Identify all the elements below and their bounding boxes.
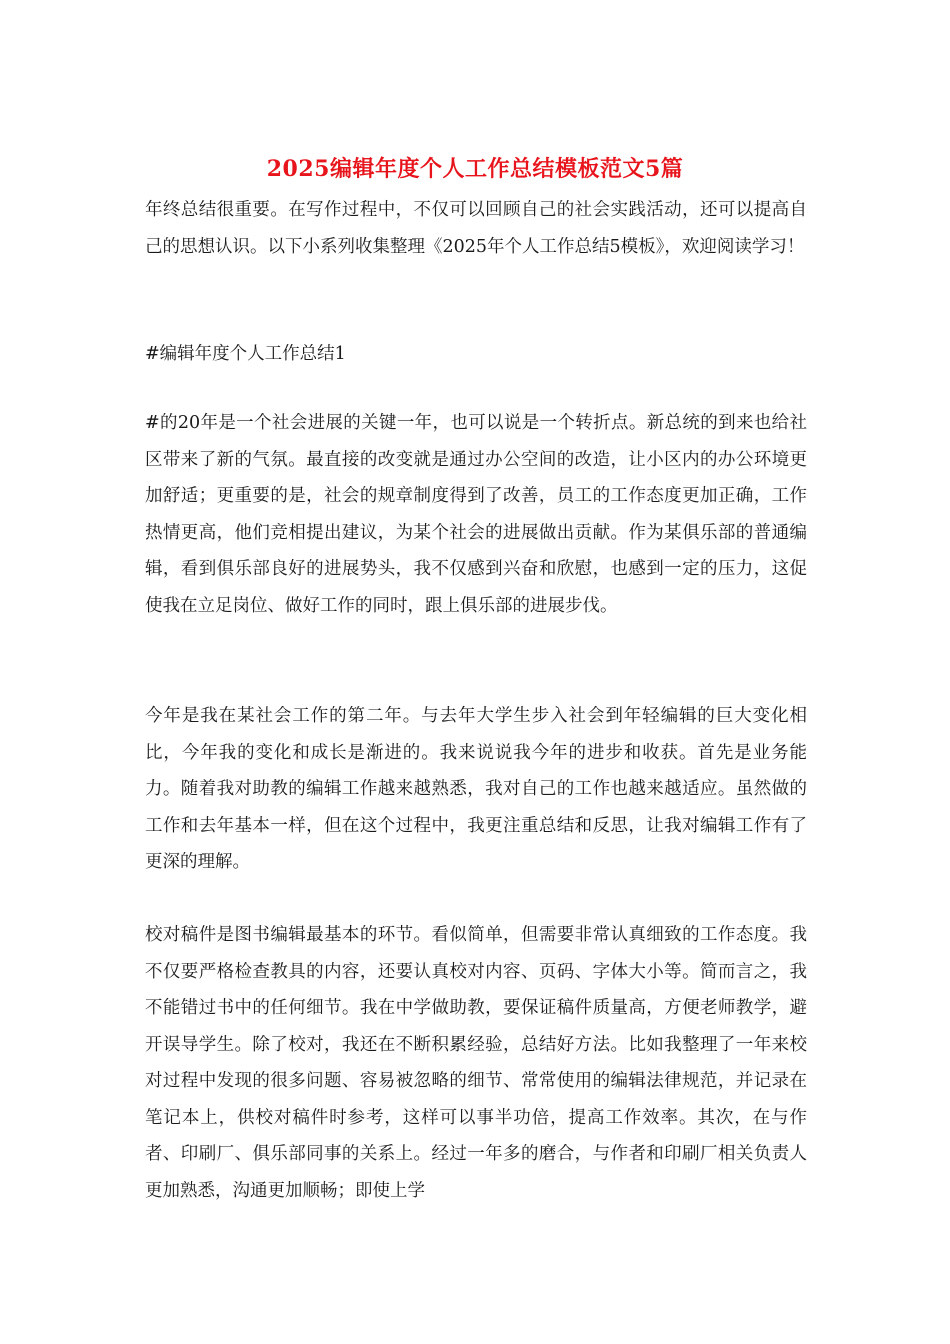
document-title: 2025编辑年度个人工作总结模板范文5篇 — [266, 156, 684, 182]
body-paragraph-1: #的20年是一个社会进展的关键一年，也可以说是一个转折点。新总统的到来也给社区带来了新的气氛。最直接的改变就是通过办公空间的改造，让小区内的办公环境更加舒适；更重要的是，社会的规章制度得到了改善，员工的工作态度更加正确，工作热情更高，他们竞相提出建议，为某个社会的进展做出贡献。作为某俱乐部的普通编辑，看到俱乐部良好的进展势头，我不仅感到兴奋和欣慰，也感到一定的压力，这促使我在立足岗位、做好工作的同时，跟上俱乐部的进展步伐。 — [145, 413, 807, 616]
intro-paragraph: 年终总结很重要。在写作过程中，不仅可以回顾自己的社会实践活动，还可以提高自己的思想认识。以下小系列收集整理《2025年个人工作总结5模板》，欢迎阅读学习！ — [145, 200, 807, 257]
body-paragraph-3: 校对稿件是图书编辑最基本的环节。看似简单，但需要非常认真细致的工作态度。我不仅要严格检查教具的内容，还要认真校对内容、页码、字体大小等。简而言之，我不能错过书中的任何细节。我在中学做助教，要保证稿件质量高，方便老师教学，避开误导学生。除了校对，我还在不断积累经验，总结好方法。比如我整理了一年来校对过程中发现的很多问题、容易被忽略的细节、常常使用的编辑法律规范，并记录在笔记本上，供校对稿件时参考，这样可以事半功倍，提高工作效率。其次，在与作者、印刷厂、俱乐部同事的关系上。经过一年多的磨合，与作者和印刷厂相关负责人更加熟悉，沟通更加顺畅；即使上学 — [145, 925, 807, 1201]
section-heading: #编辑年度个人工作总结1 — [145, 344, 346, 364]
body-paragraph-2: 今年是我在某社会工作的第二年。与去年大学生步入社会到年轻编辑的巨大变化相比，今年我的变化和成长是渐进的。我来说说我今年的进步和收获。首先是业务能力。随着我对助教的编辑工作越来越熟悉，我对自己的工作也越来越适应。虽然做的工作和去年基本一样，但在这个过程中，我更注重总结和反思，让我对编辑工作有了更深的理解。 — [145, 706, 807, 872]
